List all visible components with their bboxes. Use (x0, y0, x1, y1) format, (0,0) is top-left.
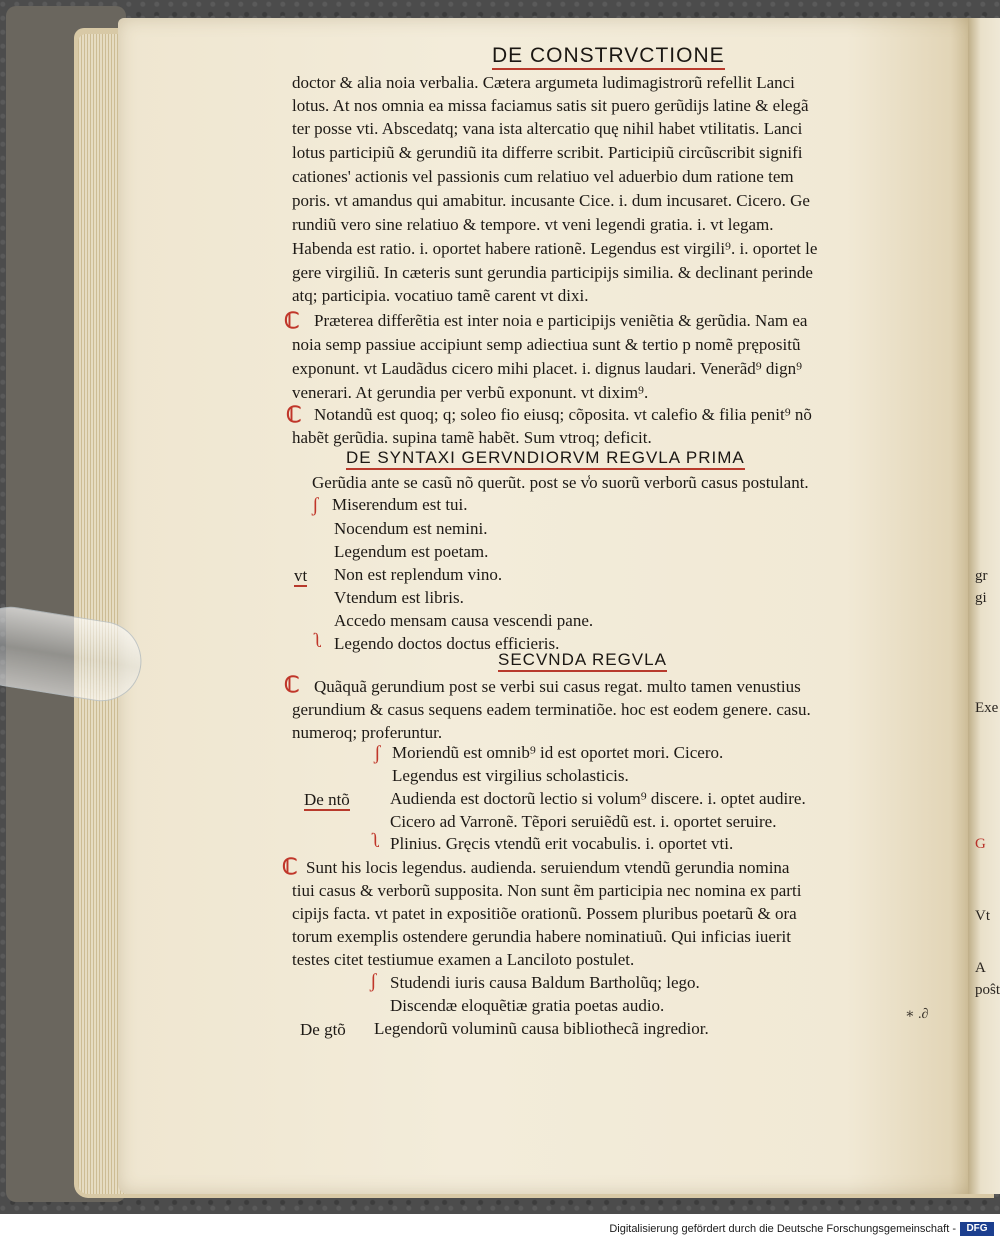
text-line: habẽt gerũdia. supina tamẽ habẽt. Sum vtroq; deficit. (292, 428, 652, 447)
text-line: Notandũ est quoq; q; soleo fio eiusq; cõposita. vt calefio & filia penit⁹ nõ (314, 405, 812, 424)
text-line: testes citet testiumue examen a Lanciloto postulet. (292, 950, 635, 969)
text-line: Quãquã gerundium post se verbi sui casus regat. multo tamen venustius (314, 677, 801, 696)
text-line: ter posse vti. Abscedatq; vana ista altercatio quę nihil habet vtilitatis. Lanci (292, 119, 803, 138)
credit-bar (0, 1214, 1000, 1240)
text-line: Habenda est ratio. i. oportet habere rationẽ. Legendus est virgili⁹. i. oportet le (292, 239, 818, 258)
credit-text: Digitalisierung gefördert durch die Deutsche Forschungsgemeinschaft - (609, 1223, 956, 1235)
margin-marks: ∗ .∂ (905, 1007, 929, 1022)
paragraph-mark: ℂ (284, 308, 300, 333)
text-line: cationes' actionis vel passionis cum relatiuo vel aduerbio dum ratione tem (292, 167, 794, 186)
paragraph-mark: ℂ (282, 854, 298, 879)
example-line: Legendum est poetam. (334, 542, 489, 561)
example-line: Plinius. Gręcis vtendũ erit vocabulis. i. oportet vti. (390, 834, 734, 853)
margin-tag-vt (294, 566, 307, 586)
text-line: gerundium & casus sequens eadem terminatiõe. hoc est eodem genere. casu. (292, 700, 811, 719)
paragraph-mark: ℂ (284, 672, 300, 697)
example-line: Non est replendum vino. (334, 565, 503, 584)
running-head: DE CONSTRVCTIONE (492, 44, 725, 70)
text-line: numeroq; proferuntur. (292, 723, 443, 742)
next-page-fragment: Vt (975, 908, 990, 924)
paragraph-mark: ℂ (286, 402, 302, 427)
rubric-mark: ʅ (372, 830, 381, 852)
text-line: lotus participiũ & gerundiũ ita differre scribit. Participiũ circũscribit signifi (292, 143, 803, 162)
text-line: cipijs facta. vt patet in expositiõe orationũ. Possem pluribus poetarũ & ora (292, 904, 797, 923)
next-page-fragments (975, 0, 1000, 1200)
section-title-rule-two: SECVNDA REGVLA (498, 650, 667, 672)
example-line: Discendæ eloquẽtiæ gratia poetas audio. (390, 996, 665, 1015)
next-page-fragment: Exe (975, 700, 999, 716)
text-line: gere virgiliũ. In cæteris sunt gerundia participijs similia. & declinant perinde (292, 263, 813, 282)
section-title-rule-one: DE SYNTAXI GERVNDIORVM REGVLA PRIMA (346, 448, 745, 470)
rubric-mark: ʃ (312, 494, 319, 516)
rubric-mark: ʃ (374, 742, 381, 764)
next-page-fragment: A (975, 960, 986, 976)
text-line: rundiũ vero sine relatiuo & tempore. vt veni legendi gratia. i. vt legam. (292, 215, 774, 234)
text-line: poris. vt amandus qui amabitur. incusante Cice. i. dum incusaret. Cicero. Ge (292, 191, 810, 210)
text-line: tiui casus & verborũ supposita. Non sunt ẽm participia nec nomina ex parti (292, 881, 802, 900)
example-line: Legendo doctos doctus efficieris. (334, 634, 560, 653)
margin-tag-de-nto (304, 790, 350, 810)
example-line: Cicero ad Varronẽ. Tẽpori seruiẽdũ est. i. oportet seruire. (390, 812, 777, 831)
text-line: noia semp passiue accipiunt semp adiectiua sunt & tertio p nomẽ prępositũ (292, 335, 801, 354)
next-page-fragment: gi (975, 590, 987, 606)
example-line: Audienda est doctorũ lectio si volum⁹ discere. i. optet audire. (390, 789, 806, 808)
text-line: venerari. At gerundia per verbũ exponunt. vt dixim⁹. (292, 383, 649, 402)
rubric-mark: ʅ (314, 630, 323, 652)
example-line: Vtendum est libris. (334, 588, 464, 607)
example-line: Legendus est virgilius scholasticis. (392, 766, 629, 785)
example-line: Studendi iuris causa Baldum Bartholũq; lego. (390, 973, 700, 992)
rule-text: Gerũdia ante se casũ nõ querũt. post se v̾o suorũ verborũ casus postulant. (312, 473, 809, 492)
text-line: exponunt. vt Laudãdus cicero mihi placet. i. dignus laudari. Venerãd⁹ dign⁹ (292, 359, 803, 378)
text-line: Sunt his locis legendus. audienda. seruiendum vtendũ gerundia nomina (306, 858, 790, 877)
tag-label: vt (294, 566, 308, 585)
text-line: lotus. At nos omnia ea missa faciamus satis sit puero gerũdijs latine & elegã (292, 96, 809, 115)
next-page-fragment: G (975, 836, 986, 852)
example-line: Nocendum est nemini. (334, 519, 488, 538)
margin-tag-de-gto (300, 1020, 346, 1040)
text-line: atq; participia. vocatiuo tamẽ carent vt dixi. (292, 286, 589, 305)
tag-label: De gtõ (300, 1020, 346, 1039)
tag-label: De ntõ (304, 790, 350, 809)
example-line: Accedo mensam causa vescendi pane. (334, 611, 594, 630)
dfg-logo-icon: DFG (960, 1222, 994, 1236)
next-page-fragment: gr (975, 568, 988, 584)
example-line: Moriendũ est omnib⁹ id est oportet mori. Cicero. (392, 743, 724, 762)
rubric-mark: ʃ (370, 970, 377, 992)
text-line: doctor & alia noia verbalia. Cætera argumeta ludimagistrorũ refellit Lanci (292, 73, 795, 92)
next-page-fragment: poŝt (975, 982, 1000, 998)
text-line: torum exemplis ostendere gerundia habere nominatiuũ. Qui inficias iuerit (292, 927, 791, 946)
text-line: Præterea differẽtia est inter noia e participijs veniẽtia & gerũdia. Nam ea (314, 311, 808, 330)
example-line: Legendorũ voluminũ causa bibliothecã ingredior. (374, 1019, 709, 1038)
example-line: Miserendum est tui. (332, 495, 468, 514)
